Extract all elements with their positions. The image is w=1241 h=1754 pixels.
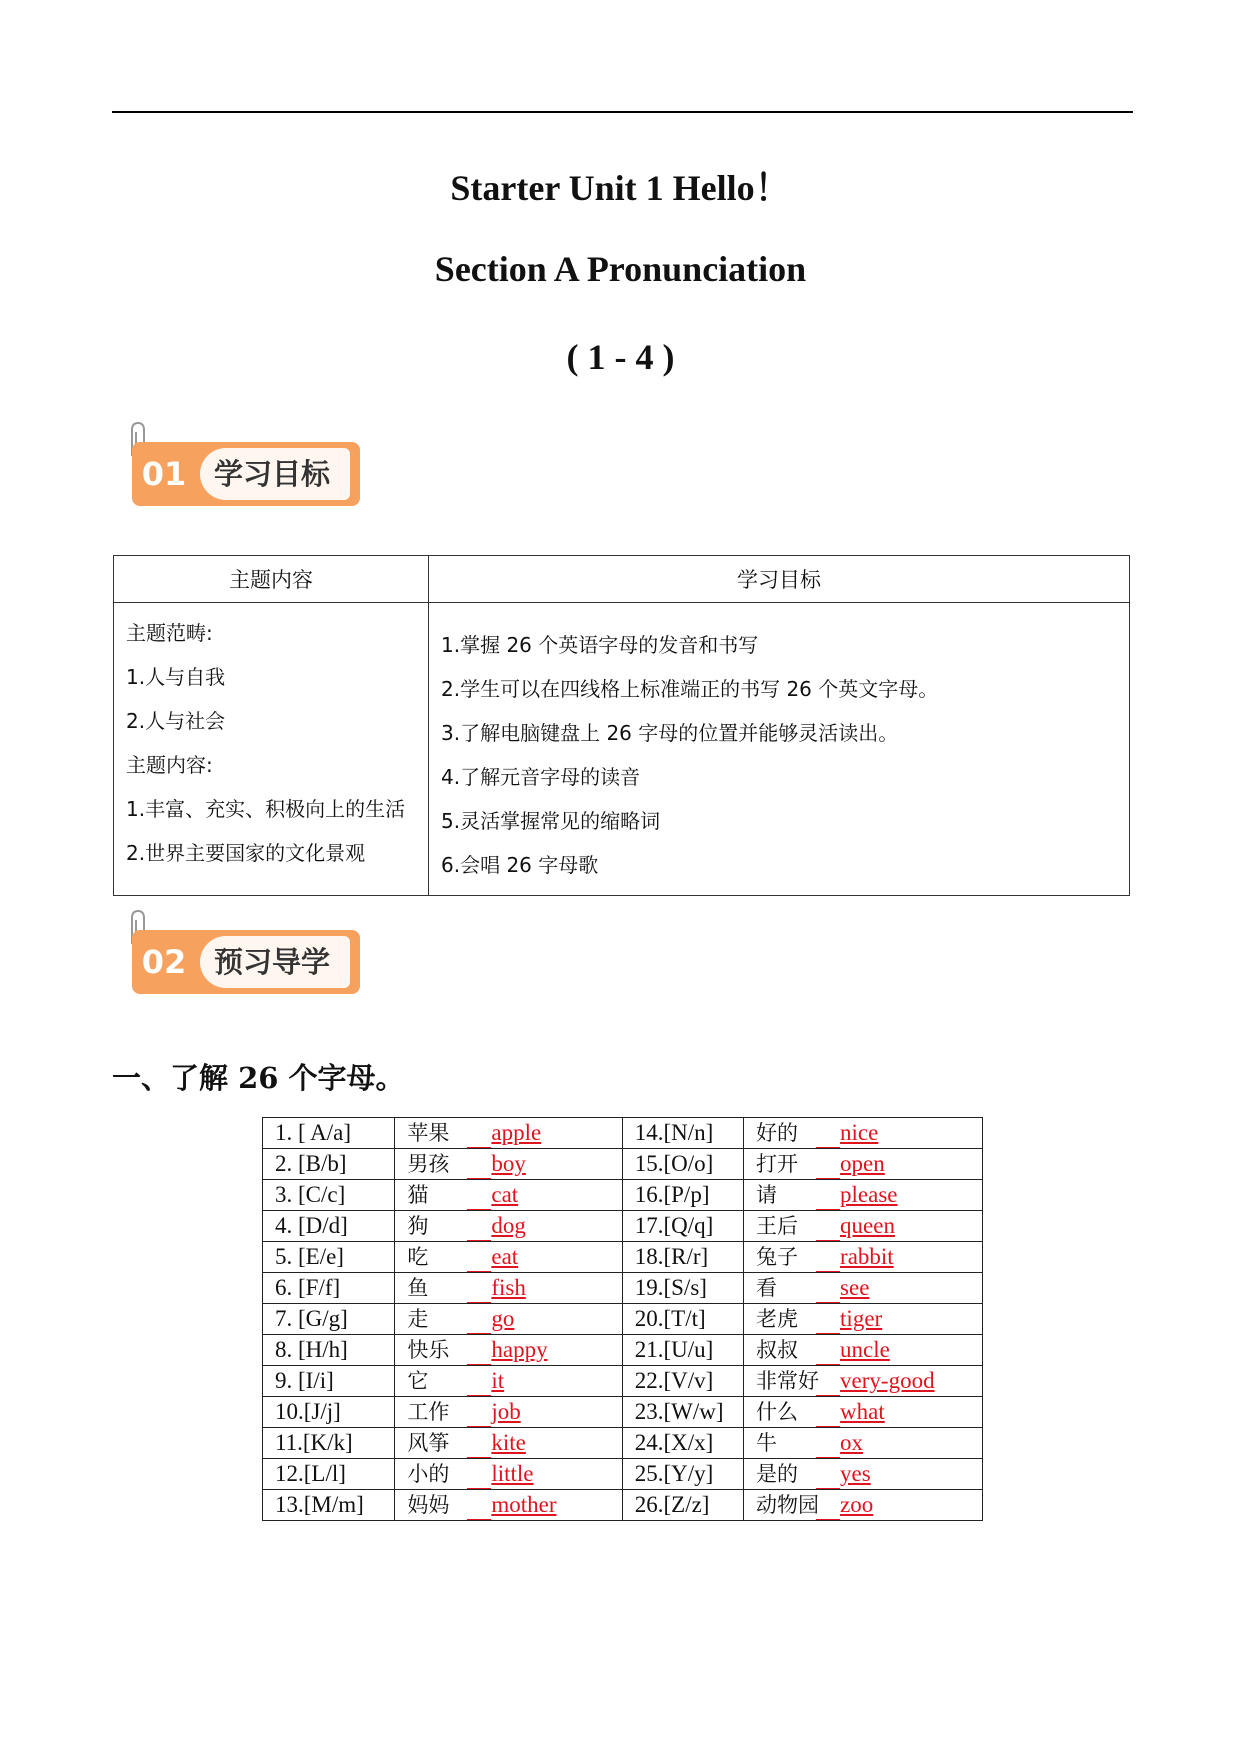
letter-cell: [263, 1273, 395, 1304]
letter-label: 23.[W/w]: [634, 1399, 724, 1424]
letter-cell: [622, 1211, 743, 1242]
table-row: [263, 1397, 983, 1428]
answer-word: tiger: [840, 1306, 883, 1331]
letter-cell: [622, 1242, 743, 1273]
answer-word: mother: [491, 1492, 557, 1517]
letter-label: 6. [F/f]: [275, 1275, 341, 1300]
letter-cell: [263, 1180, 395, 1211]
word-cell: [744, 1118, 983, 1149]
word-cell: [744, 1397, 983, 1428]
chinese-meaning: 狗: [407, 1214, 429, 1238]
answer-word: very-good: [840, 1368, 935, 1393]
topic-line: 主题内容:: [126, 753, 213, 777]
word-cell: [744, 1304, 983, 1335]
table-row: [263, 1304, 983, 1335]
answer-blank: [467, 1373, 491, 1396]
chinese-meaning: 看: [756, 1276, 778, 1300]
chinese-meaning: 请: [756, 1183, 778, 1207]
word-cell: [395, 1242, 622, 1273]
letter-cell: [622, 1273, 743, 1304]
word-cell: [395, 1180, 622, 1211]
chinese-meaning: 动物园: [756, 1493, 820, 1517]
chinese-meaning: 走: [407, 1307, 429, 1331]
letter-cell: [622, 1366, 743, 1397]
letter-label: 22.[V/v]: [634, 1368, 714, 1393]
answer-blank: [467, 1156, 491, 1179]
letter-label: 17.[Q/q]: [634, 1213, 714, 1238]
word-cell: [395, 1304, 622, 1335]
section-title: Section A Pronunciation: [434, 249, 807, 289]
table-row: [263, 1118, 983, 1149]
badge-label: 预习导学: [200, 936, 350, 988]
word-cell: [395, 1428, 622, 1459]
letter-label: 10.[J/j]: [275, 1399, 341, 1424]
lesson-range: ( 1 - 4 ): [566, 337, 675, 377]
answer-word: it: [491, 1368, 505, 1393]
chinese-meaning: 猫: [407, 1183, 429, 1207]
chinese-meaning: 风筝: [407, 1431, 450, 1455]
objective-line: 2.学生可以在四线格上标准端正的书写 26 个英文字母。: [441, 677, 939, 701]
word-cell: [395, 1397, 622, 1428]
letter-label: 13.[M/m]: [275, 1492, 364, 1517]
letter-label: 9. [I/i]: [275, 1368, 334, 1393]
letter-label: 2. [B/b]: [275, 1151, 347, 1176]
chinese-meaning: 好的: [756, 1121, 799, 1145]
answer-word: boy: [491, 1151, 526, 1176]
word-cell: [395, 1335, 622, 1366]
word-cell: [744, 1490, 983, 1521]
letter-label: 5. [E/e]: [275, 1244, 344, 1269]
answer-blank: [816, 1342, 840, 1365]
letter-cell: [263, 1242, 395, 1273]
badge-number: 01: [141, 455, 187, 493]
chinese-meaning: 兔子: [756, 1245, 799, 1269]
word-cell: [744, 1242, 983, 1273]
chinese-meaning: 男孩: [407, 1152, 450, 1176]
word-cell: [395, 1118, 622, 1149]
letter-label: 20.[T/t]: [634, 1306, 706, 1331]
chinese-meaning: 小的: [407, 1462, 450, 1486]
topic-line: 2.世界主要国家的文化景观: [126, 841, 366, 865]
answer-blank: [816, 1466, 840, 1489]
answer-blank: [467, 1218, 491, 1241]
word-cell: [395, 1149, 622, 1180]
letter-cell: [622, 1490, 743, 1521]
word-cell: [395, 1459, 622, 1490]
letter-label: 15.[O/o]: [634, 1151, 714, 1176]
answer-word: zoo: [840, 1492, 874, 1517]
answer-blank: [816, 1187, 840, 1210]
answer-blank: [467, 1435, 491, 1458]
answer-blank: [816, 1125, 840, 1148]
chinese-meaning: 牛: [756, 1431, 778, 1455]
chinese-meaning: 鱼: [407, 1276, 429, 1300]
letter-cell: [622, 1428, 743, 1459]
alphabet-table: [262, 1117, 983, 1521]
answer-word: nice: [840, 1120, 879, 1145]
goals-header-topic: 主题内容: [114, 556, 429, 603]
answer-word: uncle: [840, 1337, 890, 1362]
letter-cell: [622, 1335, 743, 1366]
answer-blank: [467, 1187, 491, 1210]
objective-line: 4.了解元音字母的读音: [441, 765, 641, 789]
answer-blank: [816, 1280, 840, 1303]
chinese-meaning: 妈妈: [407, 1493, 450, 1517]
table-row: [263, 1211, 983, 1242]
letter-cell: [263, 1149, 395, 1180]
chinese-meaning: 打开: [756, 1152, 799, 1176]
answer-word: see: [840, 1275, 870, 1300]
table-row: [263, 1335, 983, 1366]
table-row: [263, 1459, 983, 1490]
letter-label: 1. [ A/a]: [275, 1120, 352, 1145]
word-cell: [395, 1490, 622, 1521]
letter-cell: [622, 1149, 743, 1180]
answer-blank: [816, 1435, 840, 1458]
answer-blank: [467, 1404, 491, 1427]
answer-word: go: [491, 1306, 515, 1331]
chinese-meaning: 非常好: [756, 1369, 820, 1393]
letter-label: 7. [G/g]: [275, 1306, 348, 1331]
topic-line: 1.人与自我: [126, 665, 226, 689]
word-cell: [395, 1211, 622, 1242]
answer-blank: [467, 1280, 491, 1303]
answer-blank: [467, 1249, 491, 1272]
letter-label: 18.[R/r]: [634, 1244, 709, 1269]
word-cell: [744, 1428, 983, 1459]
letter-cell: [263, 1490, 395, 1521]
table-row: [263, 1242, 983, 1273]
answer-word: yes: [840, 1461, 871, 1486]
top-rule: [112, 111, 1133, 113]
answer-blank: [816, 1249, 840, 1272]
answer-blank: [467, 1497, 491, 1520]
letter-cell: [263, 1459, 395, 1490]
answer-word: fish: [491, 1275, 526, 1300]
chinese-meaning: 老虎: [756, 1307, 799, 1331]
letter-label: 16.[P/p]: [634, 1182, 710, 1207]
letter-cell: [622, 1459, 743, 1490]
letter-cell: [263, 1304, 395, 1335]
answer-word: apple: [491, 1120, 542, 1145]
answer-word: what: [840, 1399, 885, 1424]
answer-word: rabbit: [840, 1244, 894, 1269]
answer-word: dog: [491, 1213, 526, 1238]
chinese-meaning: 什么: [756, 1400, 799, 1424]
table-row: [263, 1428, 983, 1459]
objective-line: 3.了解电脑键盘上 26 字母的位置并能够灵活读出。: [441, 721, 899, 745]
answer-word: ox: [840, 1430, 864, 1455]
objective-line: 5.灵活掌握常见的缩略词: [441, 809, 661, 833]
part-heading: 一、了解 26 个字母。: [112, 1061, 405, 1095]
section-badge-preview: [128, 920, 368, 994]
word-cell: [744, 1149, 983, 1180]
topic-line: 1.丰富、充实、积极向上的生活: [126, 797, 406, 821]
answer-blank: [816, 1156, 840, 1179]
learning-goals-table: [113, 555, 1130, 896]
chinese-meaning: 吃: [407, 1245, 429, 1269]
section-badge-goals: [128, 432, 368, 506]
answer-word: eat: [491, 1244, 519, 1269]
answer-blank: [816, 1373, 840, 1396]
letter-label: 26.[Z/z]: [634, 1492, 710, 1517]
word-cell: [395, 1273, 622, 1304]
word-cell: [744, 1273, 983, 1304]
chinese-meaning: 它: [407, 1369, 429, 1393]
badge-label: 学习目标: [200, 448, 350, 500]
answer-blank: [467, 1311, 491, 1334]
badge-number: 02: [141, 943, 187, 981]
word-cell: [395, 1366, 622, 1397]
table-row: [263, 1366, 983, 1397]
letter-cell: [263, 1366, 395, 1397]
table-row: [263, 1149, 983, 1180]
chinese-meaning: 王后: [756, 1214, 799, 1238]
answer-word: job: [491, 1399, 521, 1424]
letter-cell: [622, 1304, 743, 1335]
chinese-meaning: 是的: [756, 1462, 799, 1486]
letter-label: 14.[N/n]: [634, 1120, 714, 1145]
word-cell: [744, 1335, 983, 1366]
letter-cell: [263, 1211, 395, 1242]
letter-label: 4. [D/d]: [275, 1213, 348, 1238]
table-row: [263, 1490, 983, 1521]
letter-label: 19.[S/s]: [634, 1275, 707, 1300]
answer-word: please: [840, 1182, 898, 1207]
letter-label: 21.[U/u]: [634, 1337, 714, 1362]
letter-cell: [263, 1428, 395, 1459]
letter-cell: [263, 1335, 395, 1366]
answer-blank: [467, 1125, 491, 1148]
topic-line: 主题范畴:: [126, 621, 213, 645]
answer-blank: [816, 1218, 840, 1241]
topic-line: 2.人与社会: [126, 709, 226, 733]
objective-line: 6.会唱 26 字母歌: [441, 853, 599, 877]
letter-cell: [622, 1118, 743, 1149]
chinese-meaning: 叔叔: [756, 1338, 799, 1362]
letter-cell: [263, 1118, 395, 1149]
answer-word: cat: [491, 1182, 519, 1207]
topic-cell: [114, 603, 429, 896]
word-cell: [744, 1366, 983, 1397]
letter-cell: [263, 1397, 395, 1428]
word-cell: [744, 1180, 983, 1211]
answer-blank: [816, 1497, 840, 1520]
answer-blank: [816, 1404, 840, 1427]
answer-word: open: [840, 1151, 885, 1176]
answer-word: kite: [491, 1430, 526, 1455]
letter-cell: [622, 1397, 743, 1428]
answer-word: little: [491, 1461, 534, 1486]
answer-word: happy: [491, 1337, 548, 1362]
answer-blank: [816, 1311, 840, 1334]
objective-line: 1.掌握 26 个英语字母的发音和书写: [441, 633, 759, 657]
word-cell: [744, 1459, 983, 1490]
answer-blank: [467, 1342, 491, 1365]
chinese-meaning: 工作: [407, 1400, 450, 1424]
answer-blank: [467, 1466, 491, 1489]
table-row: [263, 1273, 983, 1304]
letter-label: 25.[Y/y]: [634, 1461, 714, 1486]
chinese-meaning: 快乐: [407, 1338, 450, 1362]
letter-label: 11.[K/k]: [275, 1430, 353, 1455]
goals-header-objective: 学习目标: [429, 556, 1130, 603]
objective-cell: [429, 603, 1130, 896]
table-row: [263, 1180, 983, 1211]
chinese-meaning: 苹果: [407, 1121, 450, 1145]
answer-word: queen: [840, 1213, 895, 1238]
page-title: Starter Unit 1 Hello！: [450, 168, 791, 208]
letter-label: 24.[X/x]: [634, 1430, 714, 1455]
letter-cell: [622, 1180, 743, 1211]
letter-label: 3. [C/c]: [275, 1182, 346, 1207]
letter-label: 12.[L/l]: [275, 1461, 346, 1486]
word-cell: [744, 1211, 983, 1242]
letter-label: 8. [H/h]: [275, 1337, 348, 1362]
